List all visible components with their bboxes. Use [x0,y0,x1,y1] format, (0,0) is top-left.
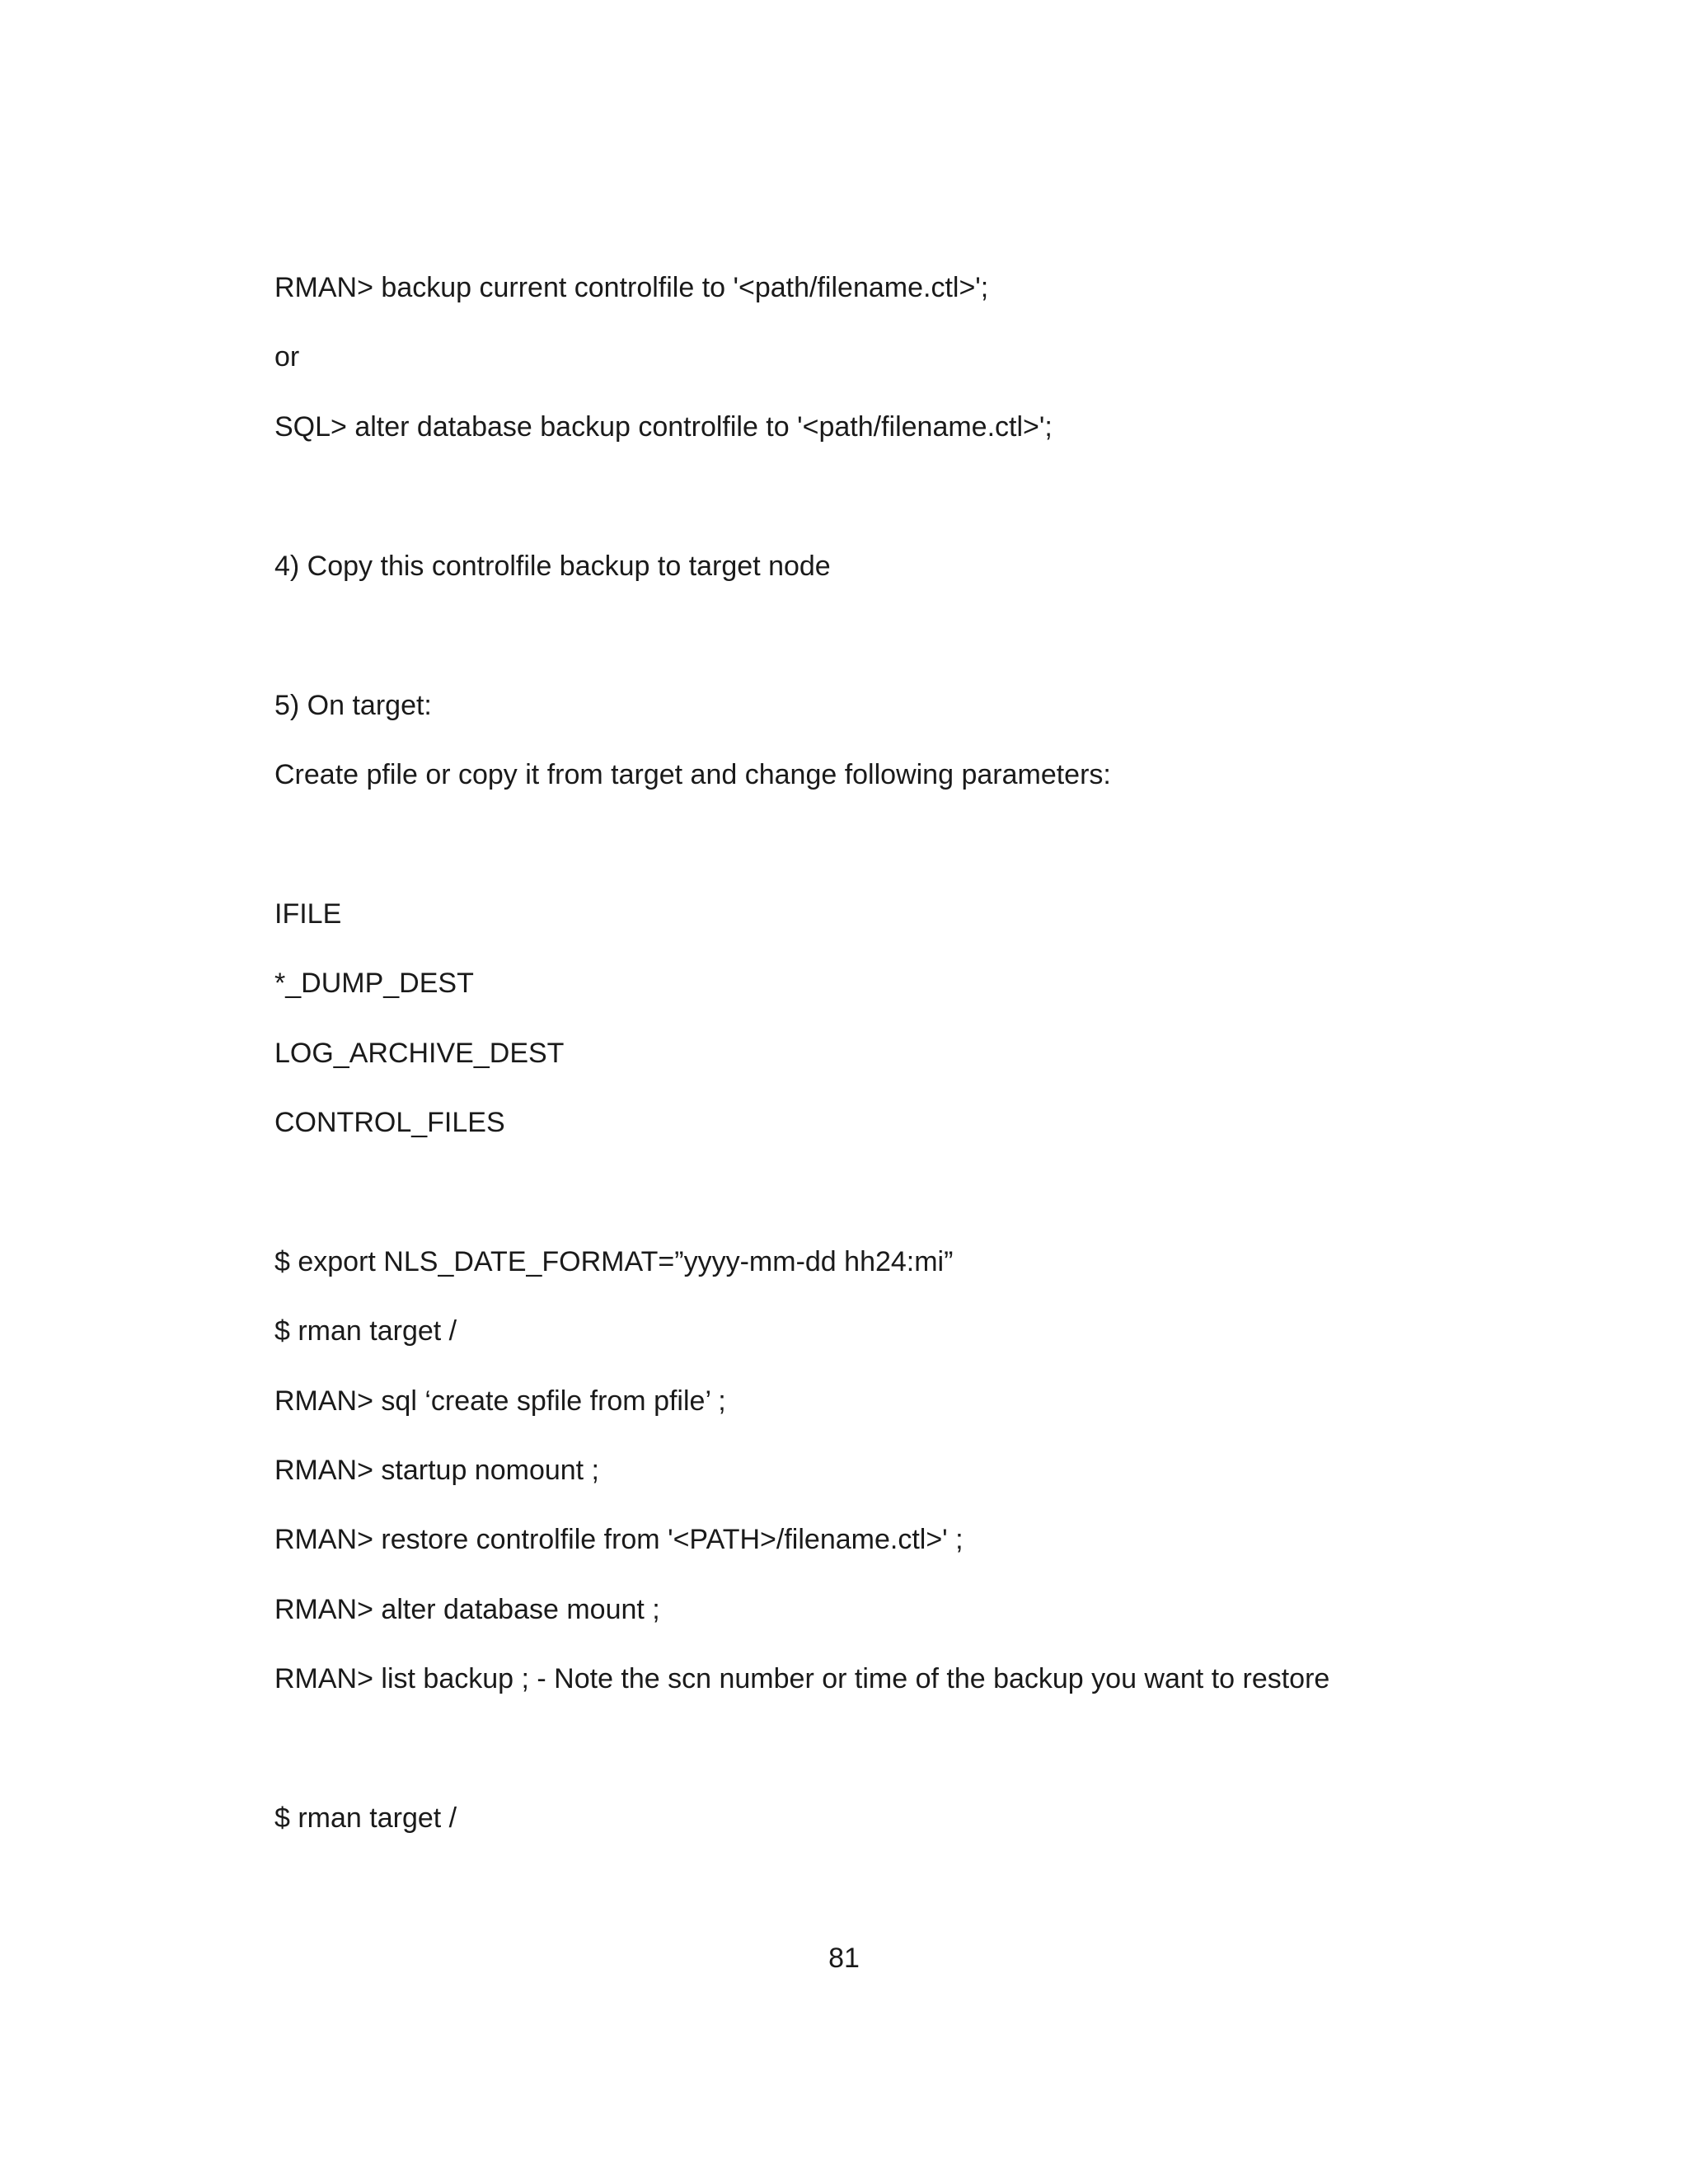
text-line-export-nls-date: $ export NLS_DATE_FORMAT=”yyyy-mm-dd hh24:mi” [274,1246,954,1277]
text-line-sql-backup-controlfile: SQL> alter database backup controlfile to '<path/filename.ctl>'; [274,411,1053,443]
text-line-param-dump-dest: *_DUMP_DEST [274,968,474,999]
text-line-param-log-archive-dest: LOG_ARCHIVE_DEST [274,1038,565,1069]
text-line-create-pfile: Create pfile or copy it from target and change following parameters: [274,759,1111,790]
text-line-rman-target-2: $ rman target / [274,1802,457,1834]
text-line-create-spfile: RMAN> sql ‘create spfile from pfile’ ; [274,1385,726,1417]
text-line-rman-target-1: $ rman target / [274,1315,457,1347]
text-line-param-ifile: IFILE [274,898,342,930]
text-line-restore-controlfile: RMAN> restore controlfile from '<PATH>/filename.ctl>' ; [274,1524,964,1555]
text-line-startup-nomount: RMAN> startup nomount ; [274,1455,600,1486]
text-line-list-backup: RMAN> list backup ; - Note the scn number or time of the backup you want to restore [274,1663,1330,1694]
text-line-step-4: 4) Copy this controlfile backup to target node [274,551,831,582]
text-line-param-control-files: CONTROL_FILES [274,1107,505,1138]
text-line-step-5: 5) On target: [274,690,432,721]
text-line-or: or [274,341,300,373]
text-line-rman-backup-controlfile: RMAN> backup current controlfile to '<path/filename.ctl>'; [274,272,989,303]
page-number: 81 [828,1943,860,1974]
text-line-alter-database-mount: RMAN> alter database mount ; [274,1594,660,1625]
